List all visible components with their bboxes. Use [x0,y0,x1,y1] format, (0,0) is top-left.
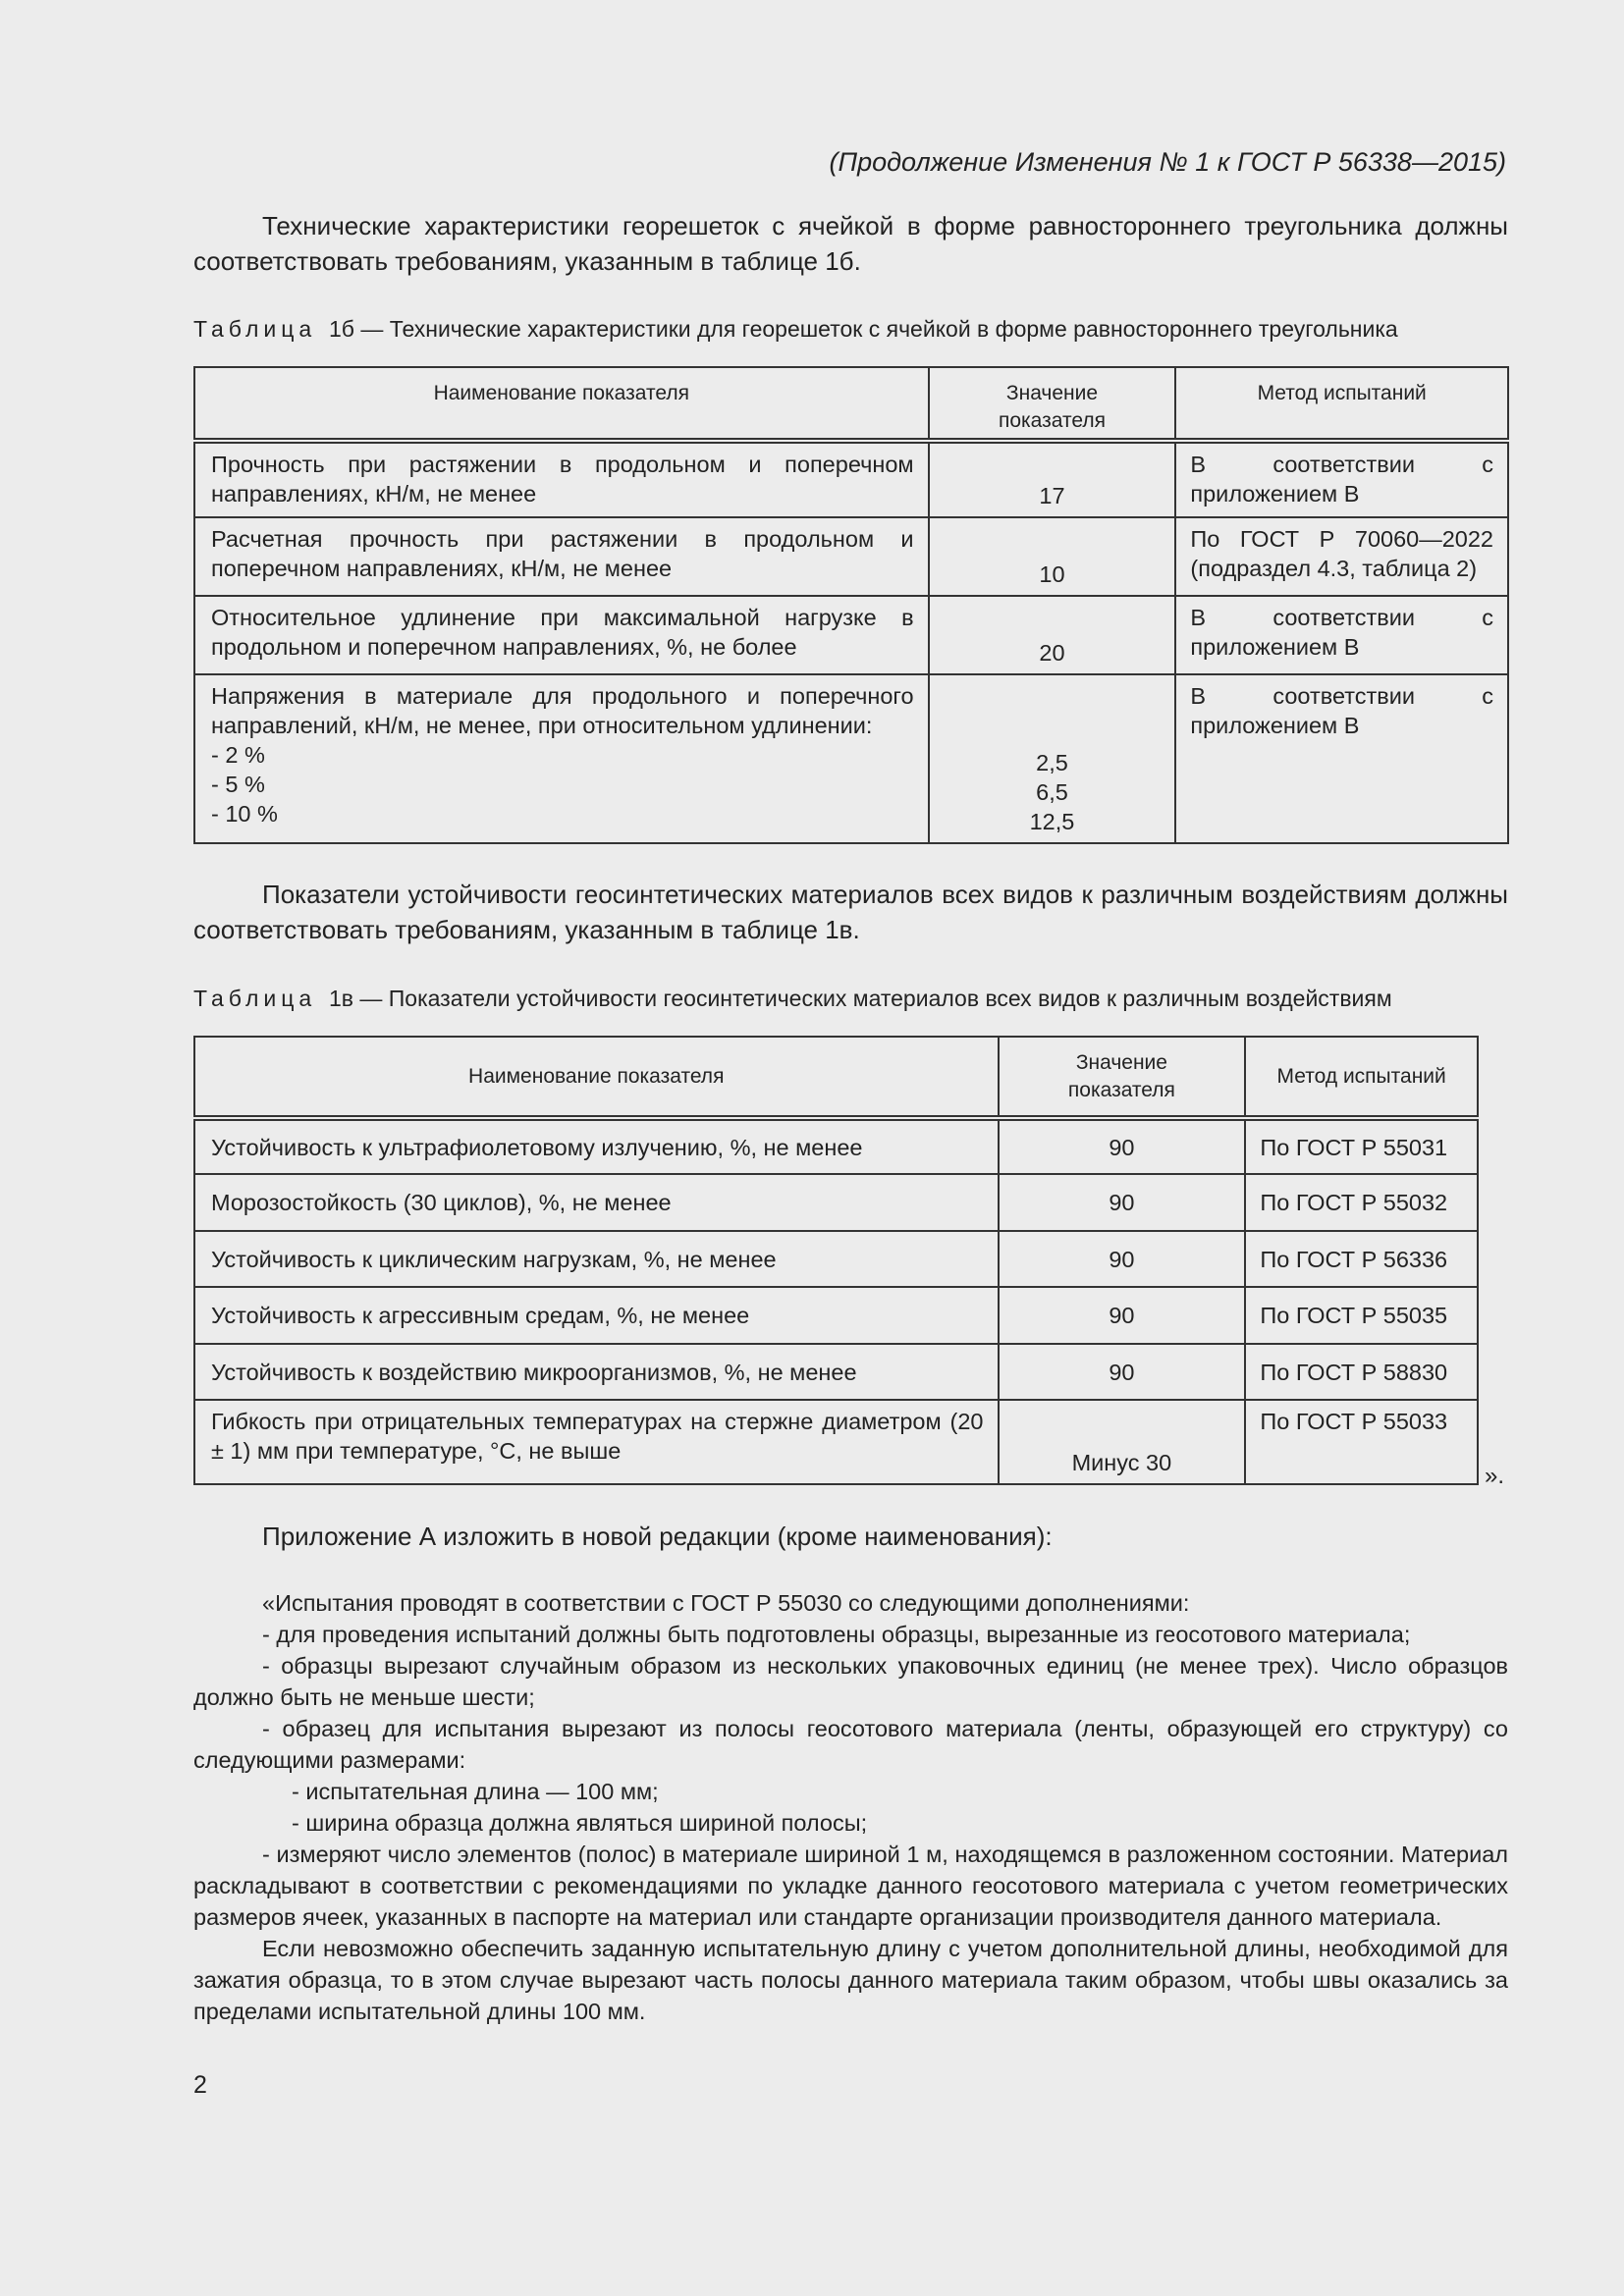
appendix-paragraph: - образцы вырезают случайным образом из нескольких упаковочных единиц (не менее трех). Число образцов должно быть не меньше шести; [193,1653,1508,1710]
cell-method: По ГОСТ Р 56336 [1245,1231,1478,1287]
cell-value: 90 [999,1344,1246,1400]
header-name: Наименование показателя [194,1037,999,1118]
cell-method: В соответствии с приложением В [1175,596,1508,674]
sub-item: - 2 % [211,742,265,768]
cell-name: Устойчивость к ультрафиолетовому излучению, %, не менее [194,1118,999,1174]
cell-method: По ГОСТ Р 70060—2022 (подраздел 4.3, таблица 2) [1175,517,1508,596]
table2-caption-text: 1в — Показатели устойчивости геосинтетических материалов всех видов к различным воздействиям [328,986,1392,1011]
table-row [194,1344,1478,1400]
mid-paragraph: Показатели устойчивости геосинтетических материалов всех видов к различным воздействиям должны соответствовать требованиям, указанным в таблице 1в. [193,880,1508,944]
cell-value: Минус 30 [999,1400,1246,1484]
appendix-paragraph: - измеряют число элементов (полос) в материале шириной 1 м, находящемся в разложенном состоянии. Материал раскладывают в соответствии с рекомендациями по укладке данного геосотового материала с учетом геометрических размеров ячеек, указанных в паспорте на материал или стандарте организации производителя данного материала. [193,1842,1508,1930]
header-value: Значение показателя [999,1037,1246,1118]
cell-method: По ГОСТ Р 58830 [1245,1344,1478,1400]
table-row [194,1118,1478,1174]
cell-name-text: Напряжения в материале для продольного и поперечного направлений, кН/м, не менее, при относительном удлинении: [211,683,914,738]
sub-value: 2,5 [1036,750,1068,775]
cell-name: Гибкость при отрицательных температурах на стержне диаметром (20 ± 1) мм при температуре, °С, не выше [194,1400,999,1484]
header-method: Метод испытаний [1175,367,1508,441]
cell-name: Прочность при растяжении в продольном и поперечном направлениях, кН/м, не менее [194,441,929,517]
header-method: Метод испытаний [1245,1037,1478,1118]
table-row [194,596,1508,674]
cell-method: По ГОСТ Р 55035 [1245,1287,1478,1344]
closing-quote-mark: ». [1485,1463,1505,1489]
table-row [194,674,1508,843]
cell-value: 90 [999,1287,1246,1344]
appendix-subitem: - испытательная длина — 100 мм; [292,1779,659,1804]
cell-value [929,674,1176,843]
appendix-paragraph: «Испытания проводят в соответствии с ГОСТ Р 55030 со следующими дополнениями: [262,1590,1190,1616]
cell-name: Относительное удлинение при максимальной нагрузке в продольном и поперечном направлениях, %, не более [194,596,929,674]
cell-value: 90 [999,1231,1246,1287]
cell-name: Устойчивость к циклическим нагрузкам, %, не менее [194,1231,999,1287]
header-name: Наименование показателя [194,367,929,441]
table2-caption [193,986,1529,1012]
cell-method: По ГОСТ Р 55031 [1245,1118,1478,1174]
cell-name: Расчетная прочность при растяжении в продольном и поперечном направлениях, кН/м, не менее [194,517,929,596]
intro-paragraph: Технические характеристики георешеток с ячейкой в форме равностороннего треугольника должны соответствовать требованиям, указанным в таблице 1б. [193,211,1508,276]
cell-name: Морозостойкость (30 циклов), %, не менее [194,1174,999,1231]
table1-caption-prefix: Таблица [193,316,317,342]
appendix-paragraph: - для проведения испытаний должны быть подготовлены образцы, вырезанные из геосотового материала; [262,1622,1411,1647]
cell-method: В соответствии с приложением В [1175,441,1508,517]
cell-value: 90 [999,1118,1246,1174]
appendix-subitem: - ширина образца должна являться шириной полосы; [292,1810,868,1836]
cell-value: 20 [929,596,1176,674]
table-row [194,1400,1478,1484]
sub-item: - 10 % [211,801,278,827]
table-1v [193,1036,1479,1485]
appendix-paragraph: Если невозможно обеспечить заданную испытательную длину с учетом дополнительной длины, необходимой для зажатия образца, то в этом случае вырезают часть полосы данного материала таким образом, чтобы швы оказались за пределами испытательной длины 100 мм. [193,1936,1508,2024]
page-number: 2 [193,2071,207,2099]
table-1b [193,366,1509,844]
table-row [194,1287,1478,1344]
appendix-paragraph: - образец для испытания вырезают из полосы геосотового материала (ленты, образующей его структуру) со следующими размерами: [193,1716,1508,1773]
table-header-row [194,367,1508,441]
cell-method: По ГОСТ Р 55032 [1245,1174,1478,1231]
cell-name: Устойчивость к агрессивным средам, %, не менее [194,1287,999,1344]
sub-value: 12,5 [1029,809,1075,834]
appendix-intro: Приложение А изложить в новой редакции (кроме наименования): [262,1522,1053,1551]
table-row [194,1174,1478,1231]
cell-method: По ГОСТ Р 55033 [1245,1400,1478,1484]
header-value: Значение показателя [929,367,1176,441]
cell-value: 17 [929,441,1176,517]
table-row [194,1231,1478,1287]
table-row [194,441,1508,517]
appendix-body [193,1587,1508,2027]
table1-caption [193,316,1529,343]
cell-method: В соответствии с приложением В [1175,674,1508,843]
cell-name: Устойчивость к воздействию микроорганизмов, %, не менее [194,1344,999,1400]
table-row [194,517,1508,596]
cell-value: 90 [999,1174,1246,1231]
header-note: (Продолжение Изменения № 1 к ГОСТ Р 56338—2015) [829,147,1506,177]
cell-name [194,674,929,843]
cell-value: 10 [929,517,1176,596]
sub-item: - 5 % [211,772,265,797]
table1-caption-text: 1б — Технические характеристики для георешеток с ячейкой в форме равностороннего треугольника [328,316,1398,342]
table-header-row [194,1037,1478,1118]
table2-caption-prefix: Таблица [193,986,317,1011]
sub-value: 6,5 [1036,779,1068,805]
